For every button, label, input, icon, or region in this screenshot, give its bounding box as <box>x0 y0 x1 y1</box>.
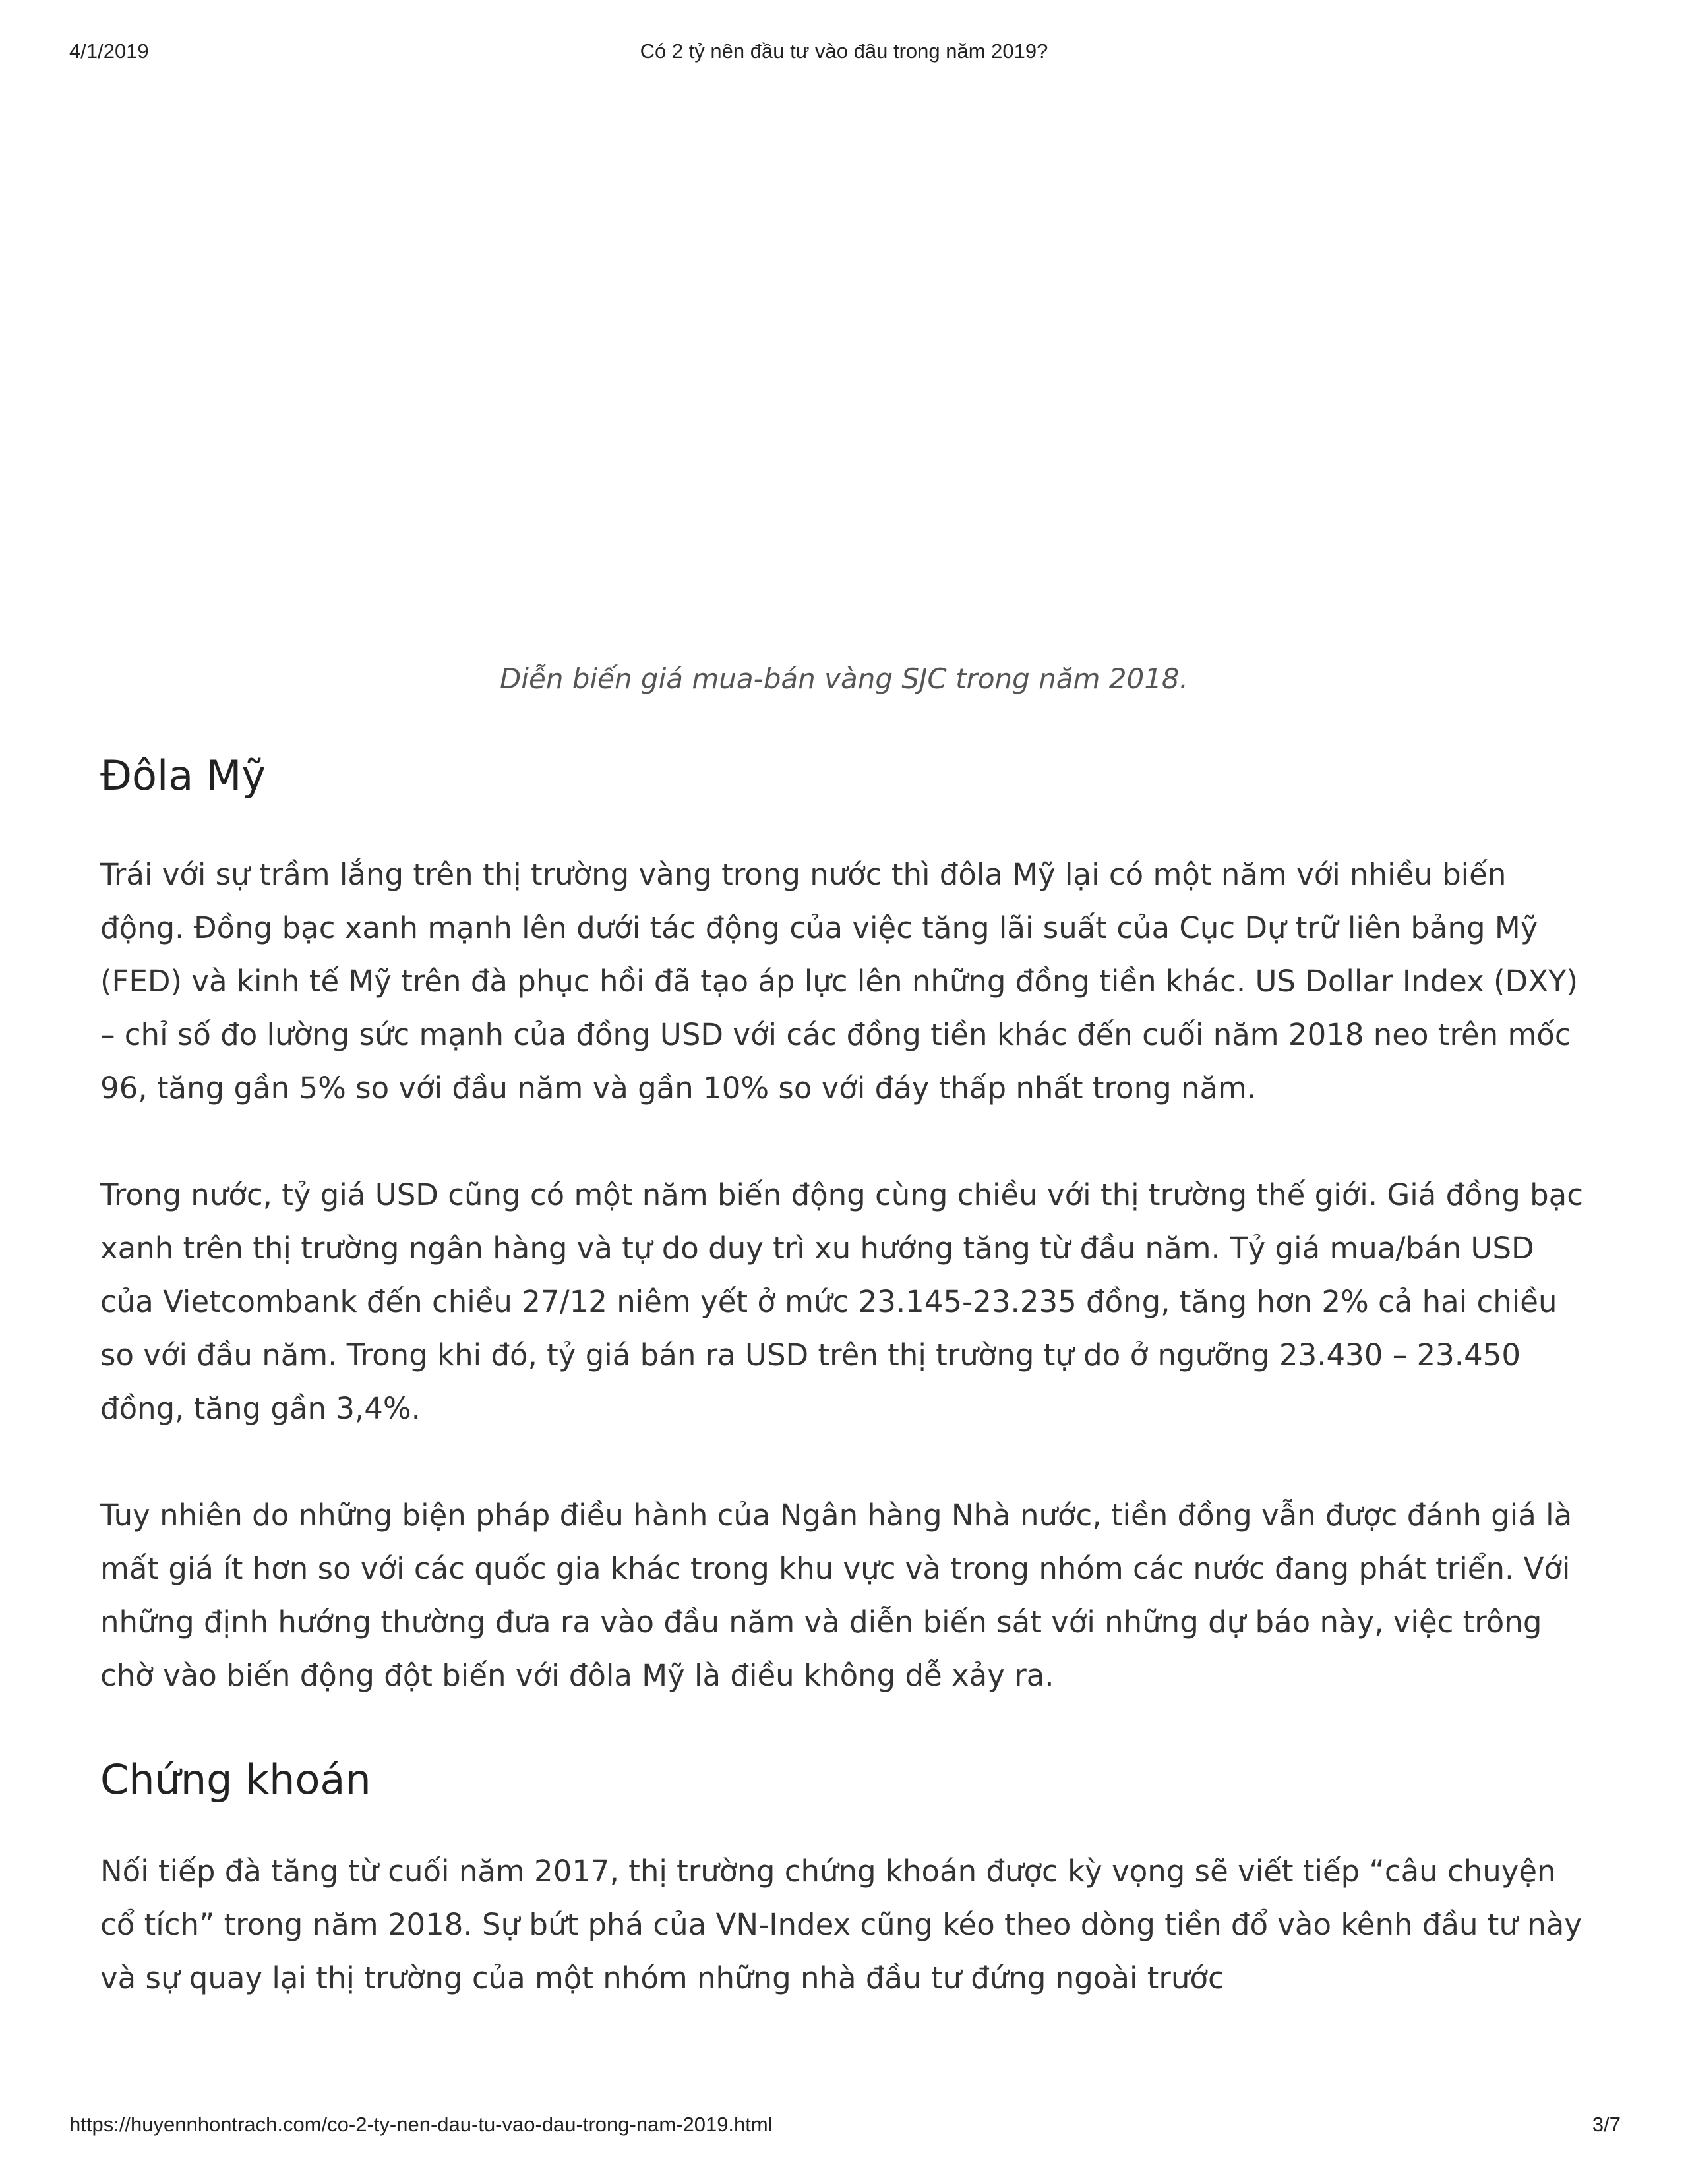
paragraph: Tuy nhiên do những biện pháp điều hành của Ngân hàng Nhà nước, tiền đồng vẫn được đánh giá là mất giá ít hơn so với các quốc gia khác trong khu vực và trong nhóm các nước đang phát triển. Với những định hướng thường đưa ra vào đầu năm và diễn biến sát với những dự báo này, việc trông chờ vào biến động đột biến với đôla Mỹ là điều không dễ xảy ra. <box>100 1498 1573 1694</box>
paragraph: Trong nước, tỷ giá USD cũng có một năm biến động cùng chiều với thị trường thế giới. Giá đồng bạc xanh trên thị trường ngân hàng và tự do duy trì xu hướng tăng từ đầu năm. Tỷ giá mua/bán USD của Vietcombank đến chiều 27/12 niêm yết ở mức 23.145-23.235 đồng, tăng hơn 2% cả hai chiều so với đầu năm. Trong khi đó, tỷ giá bán ra USD trên thị trường tự do ở ngưỡng 23.430 – 23.450 đồng, tăng gần 3,4%. <box>100 1177 1583 1427</box>
article-body <box>100 752 1590 2058</box>
figure-caption: Diễn biến giá mua-bán vàng SJC trong năm 2018. <box>499 663 1189 695</box>
print-footer <box>0 2113 1688 2146</box>
print-header <box>0 40 1688 73</box>
paragraph: Nối tiếp đà tăng từ cuối năm 2017, thị trường chứng khoán được kỳ vọng sẽ viết tiếp “câu chuyện cổ tích” trong năm 2018. Sự bứt phá của VN-Index cũng kéo theo dòng tiền đổ vào kênh đầu tư này và sự quay lại thị trường của một nhóm những nhà đầu tư đứng ngoài trước <box>100 1853 1582 1995</box>
page-url: https://huyennhontrach.com/co-2-ty-nen-dau-tu-vao-dau-trong-nam-2019.html <box>69 2113 773 2136</box>
paragraph: Trái với sự trầm lắng trên thị trường vàng trong nước thì đôla Mỹ lại có một năm với nhiều biến động. Đồng bạc xanh mạnh lên dưới tác động của việc tăng lãi suất của Cục Dự trữ liên bảng Mỹ (FED) và kinh tế Mỹ trên đà phục hồi đã tạo áp lực lên những đồng tiền khác. US Dollar Index (DXY) – chỉ số đo lường sức mạnh của đồng USD với các đồng tiền khác đến cuối năm 2018 neo trên mốc 96, tăng gần 5% so với đầu năm và gần 10% so với đáy thấp nhất trong năm. <box>100 857 1579 1106</box>
print-date: 4/1/2019 <box>69 40 149 63</box>
chart-image-area <box>99 99 1589 639</box>
section-heading-dola-my: Đôla Mỹ <box>100 752 266 800</box>
page-number: 3/7 <box>1592 2113 1621 2136</box>
section-heading-chung-khoan: Chứng khoán <box>100 1756 371 1804</box>
print-page-title: Có 2 tỷ nên đầu tư vào đâu trong năm 2019? <box>640 40 1048 63</box>
